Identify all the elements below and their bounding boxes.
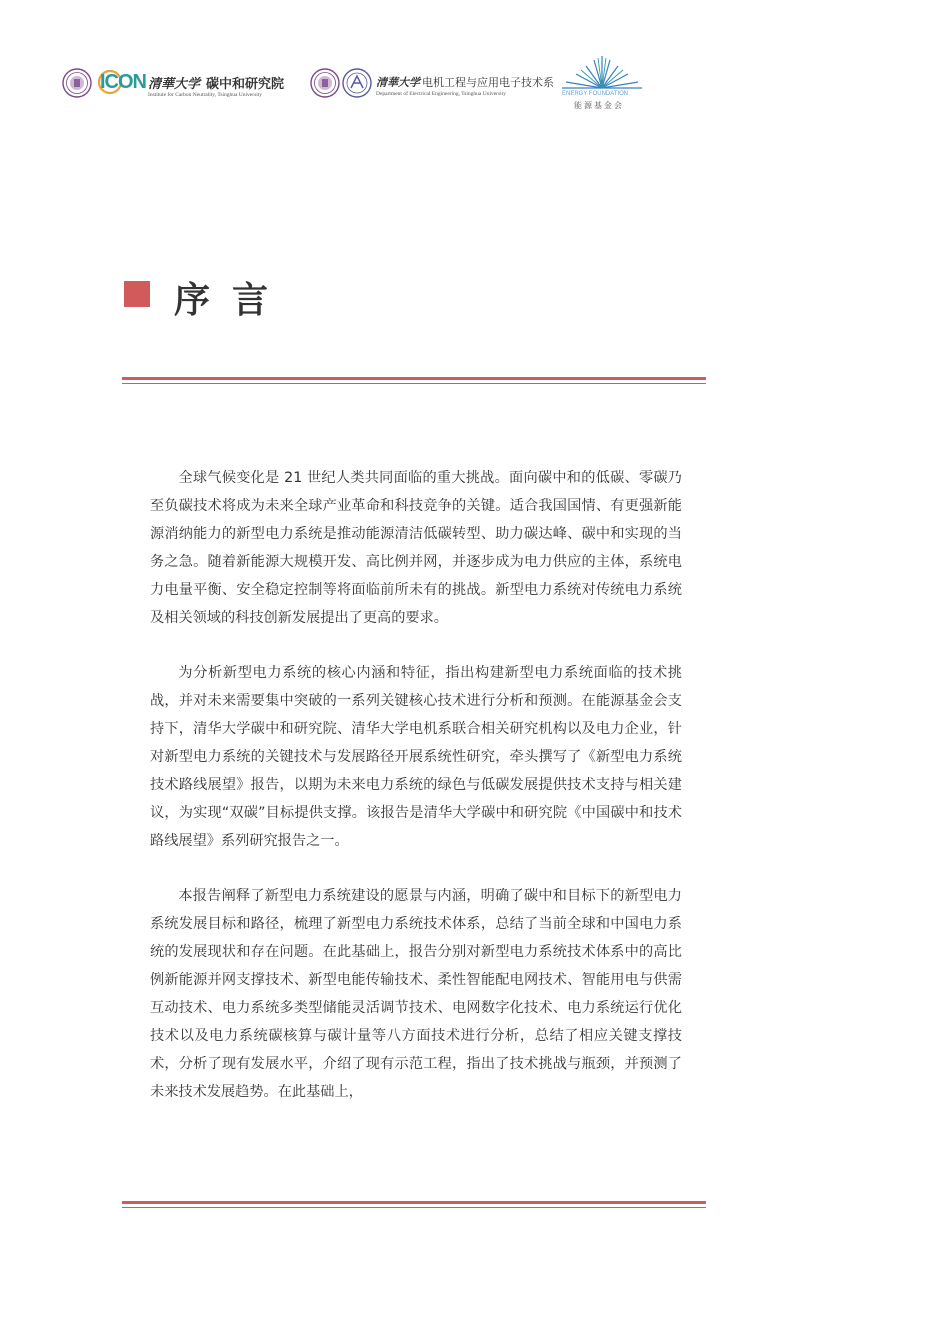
header-logos — [58, 58, 658, 114]
tsinghua-carbon-neutrality-logo — [58, 58, 298, 114]
org2-brand-cn: 清華大学 — [376, 76, 420, 89]
tsinghua-ee-department-logo — [310, 58, 554, 114]
energy-foundation-name-cn: 能源基金会 — [574, 101, 624, 110]
energy-foundation-burst-icon — [560, 54, 644, 90]
page-title: 序言 — [174, 280, 291, 321]
org1-name-cn: 碳中和研究院 — [206, 77, 285, 92]
paragraph-2: 为分析新型电力系统的核心内涵和特征，指出构建新型电力系统面临的技术挑战，并对未来需要集中突破的一系列关键核心技术进行分析和预测。在能源基金会支持下，清华大学碳中和研究院、清华大学电机系联合相关研究机构以及电力企业，针对新型电力系统的关键技术与发展路径开展系统性研究，牵头撰写了《新型电力系统技术路线展望》报告，以期为未来电力系统的绿色与低碳发展提供技术支持与相关建议，为实现“双碳”目标提供支撑。该报告是清华大学碳中和研究院《中国碳中和技术路线展望》系列研究报告之一。 — [150, 665, 682, 849]
top-divider — [122, 377, 706, 384]
icon-logo-text: ICON — [100, 71, 146, 93]
bottom-divider — [122, 1201, 706, 1208]
org2-name-en: Department of Electrical Engineering, Tsinghua University — [376, 91, 506, 97]
body-text — [150, 464, 682, 1133]
org1-name-en: Institute for Carbon Neutrality, Tsinghua University — [148, 92, 263, 98]
org2-name-cn: 电机工程与应用电子技术系 — [422, 76, 554, 89]
paragraph-3: 本报告阐释了新型电力系统建设的愿景与内涵，明确了碳中和目标下的新型电力系统发展目标和路径，梳理了新型电力系统技术体系，总结了当前全球和中国电力系统的发展现状和存在问题。在此基础上，报告分别对新型电力系统技术体系中的高比例新能源并网支撑技术、新型电能传输技术、柔性智能配电网技术、智能用电与供需互动技术、电力系统多类型储能灵活调节技术、电网数字化技术、电力系统运行优化技术以及电力系统碳核算与碳计量等八方面技术进行分析，总结了相应关键支撑技术，分析了现有发展水平，介绍了现有示范工程，指出了技术挑战与瓶颈，并预测了未来技术发展趋势。在此基础上， — [150, 888, 682, 1100]
energy-foundation-logo — [556, 58, 651, 114]
ee-department-emblem-icon — [342, 68, 372, 98]
tsinghua-seal-icon — [310, 68, 340, 98]
org1-brand-cn: 清華大学 — [148, 77, 201, 92]
energy-foundation-name-en: ENERGY FOUNDATION — [562, 91, 629, 97]
title-marker — [124, 281, 150, 307]
paragraph-1: 全球气候变化是 21 世纪人类共同面临的重大挑战。面向碳中和的低碳、零碳乃至负碳技术将成为未来全球产业革命和科技竞争的关键。适合我国国情、有更强新能源消纳能力的新型电力系统是推动能源清洁低碳转型、助力碳达峰、碳中和实现的当务之急。随着新能源大规模开发、高比例并网，并逐步成为电力供应的主体，系统电力电量平衡、安全稳定控制等将面临前所未有的挑战。新型电力系统对传统电力系统及相关领域的科技创新发展提出了更高的要求。 — [150, 470, 682, 626]
tsinghua-seal-icon — [62, 68, 92, 98]
